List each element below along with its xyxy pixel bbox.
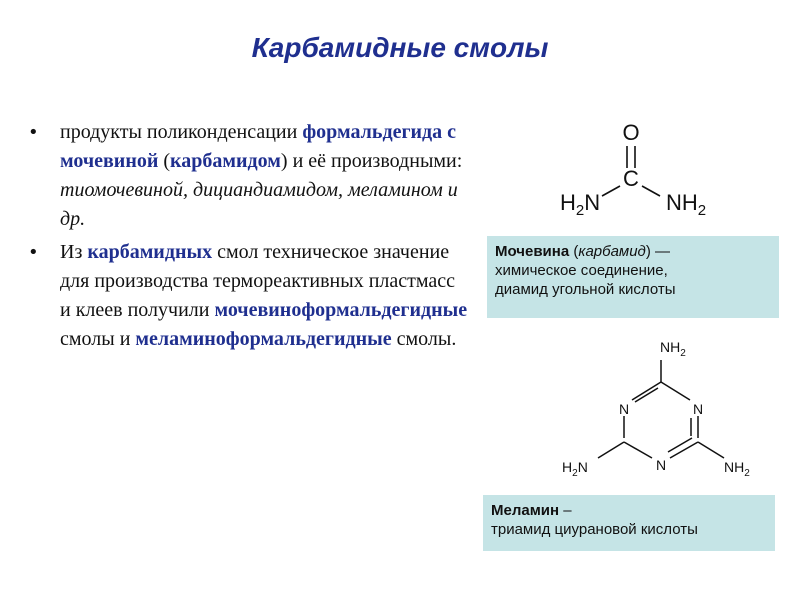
text-segment: формальдегида с мочевиной xyxy=(60,121,457,172)
melamine-structure xyxy=(540,330,780,490)
urea-info-line-2: химическое соединение, xyxy=(495,262,668,279)
melamine-ring-n-bottom: N xyxy=(655,457,667,473)
urea-paren-open: ( xyxy=(569,243,579,260)
melamine-info-box xyxy=(483,495,775,551)
bullet-dot-icon: • xyxy=(28,122,39,143)
text-segment: меламиноформальдегидные xyxy=(135,328,392,350)
melamine-ring-n-right: N xyxy=(692,401,704,417)
melamine-ring-bond-1b xyxy=(635,388,658,402)
melamine-bond-right xyxy=(698,442,724,458)
melamine-ring-n-left: N xyxy=(618,401,630,417)
melamine-group-left: $H_2N$ xyxy=(562,459,588,479)
text-segment: смолы и xyxy=(60,328,136,350)
melamine-ring-bond-6b xyxy=(668,438,692,452)
slide-title: Карбамидные смолы xyxy=(251,32,549,63)
melamine-group-right: $NH_2$ xyxy=(724,459,750,479)
text-segment: ( xyxy=(158,150,171,172)
bullet-text-1 xyxy=(60,121,462,230)
urea-structure xyxy=(540,110,780,220)
bullet-text-2 xyxy=(60,241,467,350)
text-segment: смол техническое значение для производства термореактивных пластмасс и клеев получили xyxy=(60,241,456,321)
urea-name: Мочевина xyxy=(495,243,570,260)
melamine-bond-left xyxy=(598,442,624,458)
urea-alt-name: карбамид xyxy=(578,243,646,260)
urea-atom-c: C xyxy=(623,166,639,191)
melamine-info-line-2: триамид циурановой кислоты xyxy=(491,521,698,538)
urea-info-box xyxy=(487,236,779,318)
text-segment: продукты поликонденсации xyxy=(60,121,303,143)
text-segment: мочевиноформальдегидные xyxy=(214,299,468,321)
text-segment: ) и её производными: xyxy=(280,150,463,172)
bullet-dot-icon: • xyxy=(28,242,39,263)
urea-atom-o: O xyxy=(622,120,640,145)
text-segment: карбамидом xyxy=(170,150,281,172)
melamine-name: Меламин xyxy=(491,502,560,519)
melamine-ring-bond-1 xyxy=(632,382,661,400)
urea-info-line-3: диамид угольной кислоты xyxy=(495,281,676,298)
text-segment: Из xyxy=(60,241,88,263)
bullet-item-2 xyxy=(28,238,468,354)
text-segment: карбамидных xyxy=(87,241,213,263)
text-segment: смолы. xyxy=(391,328,457,350)
bullet-list xyxy=(28,118,468,358)
urea-bond-left xyxy=(602,186,620,196)
melamine-ring-bond-5 xyxy=(624,442,652,458)
melamine-ring-bond-2 xyxy=(661,382,690,400)
bullet-item-1 xyxy=(28,118,468,234)
urea-paren-close: ) — xyxy=(645,243,670,260)
melamine-dash: – xyxy=(559,502,572,519)
urea-group-left: $H_2N$ xyxy=(560,190,601,219)
melamine-group-top: $NH_2$ xyxy=(660,339,686,359)
urea-group-right: $NH_2$ xyxy=(666,190,707,219)
urea-info-line-1 xyxy=(495,242,771,261)
text-segment: тиомочевиной, дициандиамидом, меламином и др. xyxy=(60,179,458,230)
melamine-info-line-1 xyxy=(491,501,767,520)
melamine-ring-bond-6 xyxy=(670,442,698,458)
urea-bond-right xyxy=(642,186,660,196)
